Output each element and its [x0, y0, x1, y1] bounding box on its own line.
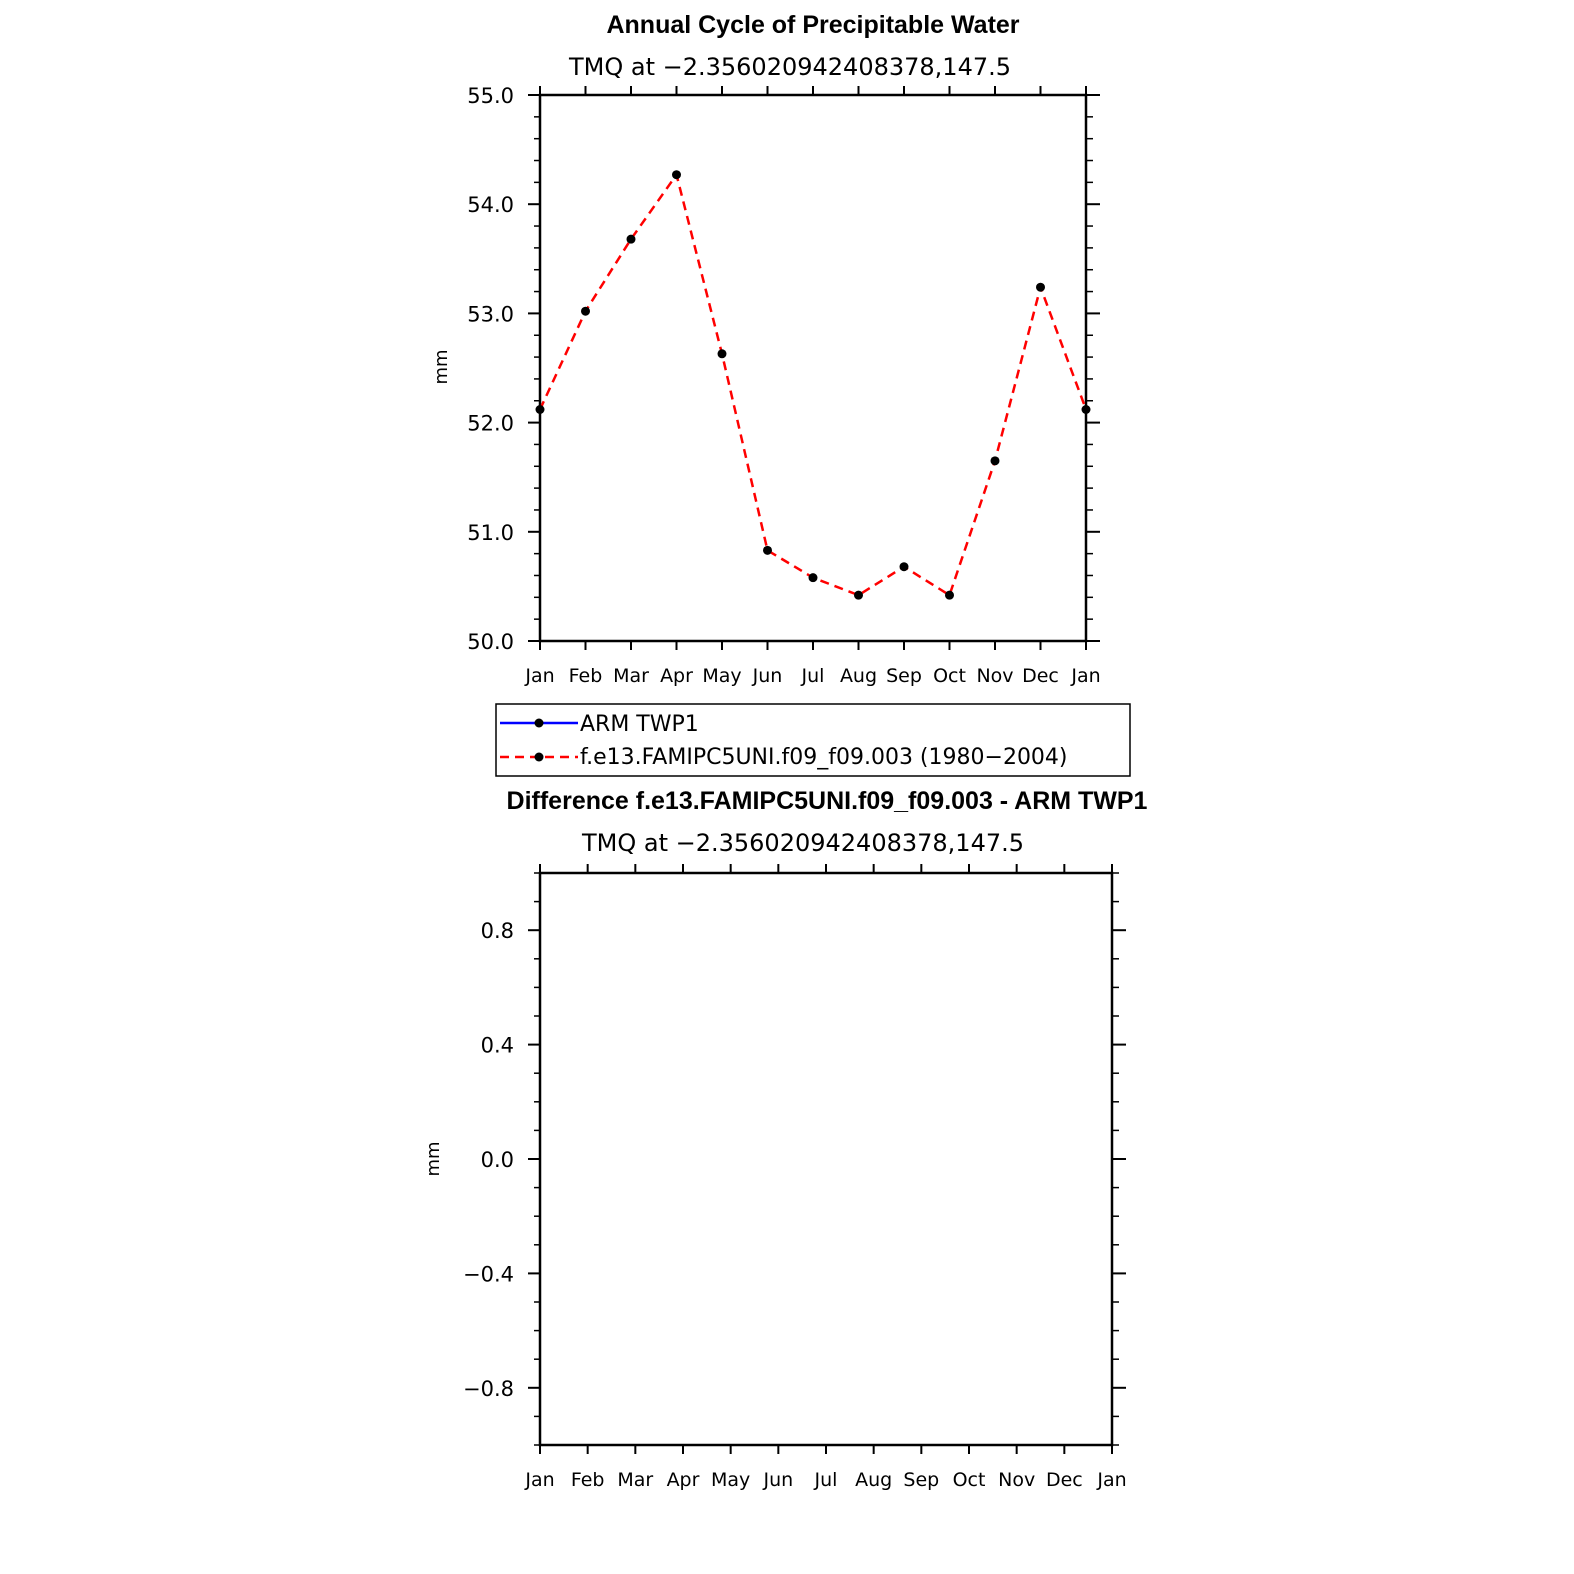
annual-cycle-chart: [431, 11, 1101, 687]
legend-label-model: f.e13.FAMIPC5UNI.f09_f09.003 (1980−2004): [580, 745, 1068, 770]
data-point: [1036, 283, 1045, 292]
x-tick-label: Jan: [525, 665, 555, 687]
series-line: [540, 175, 1086, 595]
x-tick-label: Jan: [1071, 665, 1101, 687]
data-point: [536, 405, 545, 414]
x-tick-label: Feb: [570, 1469, 605, 1491]
x-tick-label: Sep: [886, 665, 922, 687]
legend-marker-arm-twp1: [535, 719, 544, 728]
chart-subtitle: TMQ at −2.356020942408378,147.5: [568, 53, 1012, 81]
tick-labels: [467, 84, 1100, 687]
plot-frame: [540, 95, 1086, 641]
data-point: [672, 170, 681, 179]
data-point: [763, 546, 772, 555]
y-tick-label: 0.0: [480, 1148, 514, 1172]
x-tick-label: Jun: [763, 1469, 794, 1491]
x-tick-label: Apr: [666, 1469, 700, 1491]
y-tick-label: 50.0: [467, 630, 514, 654]
x-tick-label: Feb: [568, 665, 603, 687]
x-tick-label: Apr: [660, 665, 693, 687]
difference-chart: [423, 787, 1148, 1491]
data-point: [900, 562, 909, 571]
y-tick-label: 52.0: [467, 411, 514, 436]
data-point: [581, 307, 590, 316]
x-tick-label: May: [711, 1469, 751, 1491]
x-tick-label: Jun: [752, 665, 783, 687]
x-tick-label: Sep: [903, 1469, 940, 1491]
x-tick-label: Mar: [617, 1469, 654, 1491]
y-axis-label: mm: [423, 1141, 444, 1177]
chart-title: Difference f.e13.FAMIPC5UNI.f09_f09.003 - ARM TWP1: [506, 787, 1148, 815]
x-tick-label: Aug: [855, 1469, 893, 1491]
y-axis-label: mm: [431, 349, 452, 385]
legend: [496, 704, 1130, 776]
legend-label-arm-twp1: ARM TWP1: [580, 712, 699, 737]
x-tick-label: Dec: [1045, 1469, 1083, 1491]
data-point: [1082, 405, 1091, 414]
data-point: [854, 591, 863, 600]
x-tick-label: May: [702, 665, 742, 687]
data-point: [718, 349, 727, 358]
y-tick-label: 0.8: [480, 919, 514, 944]
data-series: [536, 170, 1091, 599]
data-point: [627, 235, 636, 244]
tick-labels: [463, 919, 1127, 1491]
x-tick-label: Oct: [933, 665, 966, 687]
x-tick-label: Jan: [525, 1469, 555, 1491]
y-tick-label: 0.4: [480, 1033, 514, 1058]
plot-frame: [540, 873, 1112, 1445]
x-tick-label: Nov: [998, 1469, 1036, 1491]
y-tick-label: −0.8: [463, 1376, 514, 1401]
y-tick-label: 51.0: [467, 520, 514, 545]
x-tick-label: Nov: [976, 665, 1014, 687]
x-tick-label: Jul: [814, 1469, 838, 1491]
axis-ticks: [528, 86, 1100, 650]
chart-title: Annual Cycle of Precipitable Water: [606, 11, 1020, 39]
x-tick-label: Dec: [1022, 665, 1059, 687]
x-tick-label: Oct: [952, 1469, 986, 1491]
x-tick-label: Aug: [839, 665, 878, 687]
x-tick-label: Jan: [1097, 1469, 1127, 1491]
data-point: [991, 456, 1000, 465]
legend-marker-model: [535, 753, 544, 762]
y-tick-label: 55.0: [467, 84, 514, 108]
data-point: [945, 591, 954, 600]
x-tick-label: Jul: [801, 665, 825, 687]
chart-subtitle: TMQ at −2.356020942408378,147.5: [581, 829, 1025, 857]
y-tick-label: 53.0: [467, 302, 514, 327]
axis-ticks: [528, 864, 1126, 1454]
y-tick-label: −0.4: [463, 1262, 514, 1287]
x-tick-label: Mar: [613, 665, 649, 687]
data-point: [809, 573, 818, 582]
y-tick-label: 54.0: [467, 193, 514, 218]
